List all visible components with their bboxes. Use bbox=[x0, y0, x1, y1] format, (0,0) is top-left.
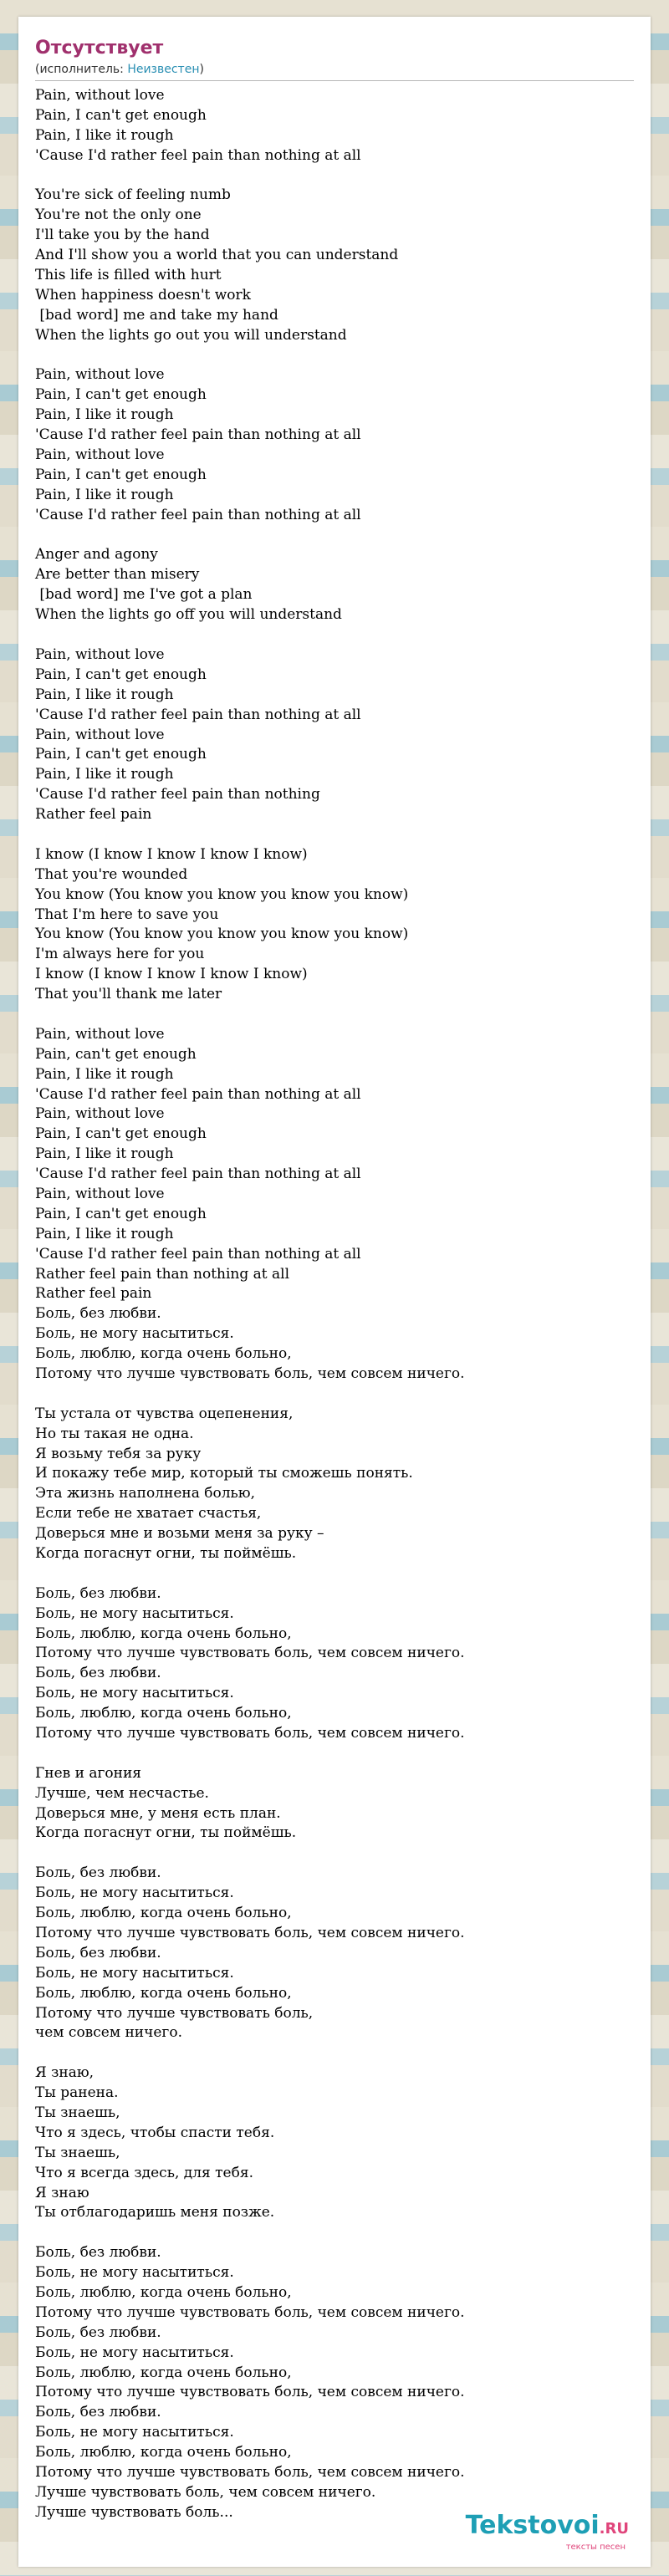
lyric-line: Pain, I like it rough bbox=[35, 126, 174, 144]
lyric-line: You know (You know you know you know you know) bbox=[35, 885, 409, 903]
lyric-line: Pain, without love bbox=[35, 726, 165, 743]
lyric-line: Ты ранена. bbox=[35, 2084, 119, 2102]
lyric-line: When the lights go out you will understand bbox=[35, 326, 347, 344]
lyrics-card bbox=[18, 17, 651, 2567]
lyric-line: Pain, I can't get enough bbox=[35, 1205, 207, 1222]
lyric-line: 'Cause I'd rather feel pain than nothing at all bbox=[35, 146, 361, 164]
lyric-line: Pain, without love bbox=[35, 366, 165, 384]
lyric-line: Когда погаснут огни, ты поймёшь. bbox=[35, 1545, 297, 1563]
lyric-line: Боль, люблю, когда очень больно, bbox=[35, 1905, 292, 1922]
lyric-line: Потому что лучше чувствовать боль, чем совсем ничего. bbox=[35, 1365, 465, 1382]
lyric-line: Pain, without love bbox=[35, 446, 165, 464]
lyric-line: 'Cause I'd rather feel pain than nothing bbox=[35, 786, 320, 803]
lyric-line: 'Cause I'd rather feel pain than nothing at all bbox=[35, 1085, 361, 1103]
lyric-line: You're sick of feeling numb bbox=[35, 186, 231, 204]
stanza-break bbox=[35, 1844, 634, 1864]
artist-suffix: ) bbox=[199, 63, 204, 76]
lyric-line: Pain, without love bbox=[35, 87, 165, 104]
stanza-break bbox=[35, 625, 634, 645]
lyric-line: чем совсем ничего. bbox=[35, 2024, 182, 2042]
lyric-line: I know (I know I know I know I know) bbox=[35, 845, 308, 863]
lyric-line: Pain, I like it rough bbox=[35, 1145, 174, 1163]
lyric-line: Боль, без любви. bbox=[35, 1665, 161, 1682]
lyric-line: Anger and agony bbox=[35, 546, 158, 564]
stanza-break bbox=[35, 346, 634, 366]
lyric-line: [bad word] me and take my hand bbox=[35, 306, 278, 324]
lyric-line: Что я здесь, чтобы спасти тебя. bbox=[35, 2124, 275, 2141]
artist-link[interactable]: Неизвестен bbox=[127, 63, 200, 76]
lyric-line: 'Cause I'd rather feel pain than nothing at all bbox=[35, 506, 361, 523]
lyric-line: И покажу тебе мир, который ты сможешь понять. bbox=[35, 1465, 413, 1482]
lyric-line: Ты знаешь, bbox=[35, 2144, 120, 2161]
lyric-line: Pain, I like it rough bbox=[35, 406, 174, 424]
lyric-line: Боль, люблю, когда очень больно, bbox=[35, 1625, 292, 1642]
lyric-line: Боль, без любви. bbox=[35, 2404, 161, 2421]
site-logo[interactable] bbox=[466, 2512, 629, 2552]
lyric-line: Но ты такая не одна. bbox=[35, 1425, 194, 1442]
lyric-line: Боль, без любви. bbox=[35, 2244, 161, 2262]
lyric-line: Pain, I like it rough bbox=[35, 686, 174, 703]
lyric-line: Pain, I can't get enough bbox=[35, 466, 207, 483]
lyric-line: Ты отблагодаришь меня позже. bbox=[35, 2204, 275, 2221]
lyric-line: Боль, люблю, когда очень больно, bbox=[35, 1345, 292, 1363]
lyric-line: Боль, не могу насытиться. bbox=[35, 1604, 234, 1622]
lyric-line: Я знаю, bbox=[35, 2064, 94, 2082]
lyric-line: [bad word] me I've got a plan bbox=[35, 586, 253, 604]
lyric-line: Pain, I can't get enough bbox=[35, 106, 207, 124]
lyric-line: Боль, без любви. bbox=[35, 2324, 161, 2341]
lyric-line: Боль, без любви. bbox=[35, 1305, 161, 1323]
lyric-line: Доверься мне, у меня есть план. bbox=[35, 1804, 281, 1822]
stanza-break bbox=[35, 1005, 634, 1025]
lyric-line: Pain, I can't get enough bbox=[35, 1125, 207, 1143]
lyric-line: Боль, люблю, когда очень больно, bbox=[35, 1705, 292, 1722]
lyric-line: 'Cause I'd rather feel pain than nothing at all bbox=[35, 1245, 361, 1262]
lyric-line: Pain, without love bbox=[35, 1025, 165, 1043]
lyric-line: Pain, without love bbox=[35, 645, 165, 663]
lyric-line: Боль, люблю, когда очень больно, bbox=[35, 2283, 292, 2301]
stanza-break bbox=[35, 2043, 634, 2063]
lyric-line: 'Cause I'd rather feel pain than nothing at all bbox=[35, 1166, 361, 1183]
logo-tld: .RU bbox=[599, 2520, 629, 2538]
lyric-line: Боль, не могу насытиться. bbox=[35, 2344, 234, 2361]
lyric-line: Боль, без любви. bbox=[35, 1864, 161, 1882]
lyric-line: Pain, I like it rough bbox=[35, 1225, 174, 1242]
stanza-break bbox=[35, 2223, 634, 2243]
lyric-line: Потому что лучше чувствовать боль, чем совсем ничего. bbox=[35, 2303, 465, 2321]
lyric-line: I'll take you by the hand bbox=[35, 227, 210, 244]
lyric-line: Боль, люблю, когда очень больно, bbox=[35, 2444, 292, 2461]
lyric-line: Потому что лучше чувствовать боль, чем совсем ничего. bbox=[35, 1725, 465, 1742]
lyric-line: Боль, без любви. bbox=[35, 1944, 161, 1961]
lyric-line: Лучше, чем несчастье. bbox=[35, 1784, 209, 1802]
song-title: Отсутствует bbox=[35, 38, 164, 59]
lyric-line: Pain, without love bbox=[35, 1185, 165, 1202]
lyric-line: Pain, I like it rough bbox=[35, 486, 174, 503]
lyric-line: Эта жизнь наполнена болью, bbox=[35, 1485, 256, 1502]
lyric-line: This life is filled with hurt bbox=[35, 267, 222, 284]
lyric-line: Я возьму тебя за руку bbox=[35, 1445, 202, 1462]
stanza-break bbox=[35, 1564, 634, 1584]
lyric-line: Pain, I can't get enough bbox=[35, 666, 207, 683]
lyric-line: You're not the only one bbox=[35, 207, 202, 224]
lyric-line: When happiness doesn't work bbox=[35, 286, 251, 304]
lyric-line: Что я всегда здесь, для тебя. bbox=[35, 2164, 253, 2181]
lyric-line: Боль, люблю, когда очень больно, bbox=[35, 1984, 292, 2002]
lyric-line: That you'll thank me later bbox=[35, 986, 222, 1003]
lyric-line: Pain, I can't get enough bbox=[35, 746, 207, 763]
lyric-line: Боль, не могу насытиться. bbox=[35, 2264, 234, 2282]
lyric-line: That I'm here to save you bbox=[35, 905, 219, 923]
lyric-line: Pain, I like it rough bbox=[35, 766, 174, 783]
lyric-line: Rather feel pain than nothing at all bbox=[35, 1265, 290, 1283]
stanza-break bbox=[35, 166, 634, 186]
lyric-line: Pain, I can't get enough bbox=[35, 386, 207, 404]
lyric-line: And I'll show you a world that you can understand bbox=[35, 247, 399, 264]
lyric-line: Лучше чувствовать боль... bbox=[35, 2503, 233, 2521]
stanza-break bbox=[35, 526, 634, 546]
lyric-line: That you're wounded bbox=[35, 865, 188, 883]
artist-line bbox=[35, 62, 634, 81]
lyric-line: Pain, I like it rough bbox=[35, 1065, 174, 1083]
lyric-line: 'Cause I'd rather feel pain than nothing at all bbox=[35, 426, 361, 444]
lyric-line: Боль, не могу насытиться. bbox=[35, 1885, 234, 1902]
lyric-line: Лучше чувствовать боль, чем совсем ничего. bbox=[35, 2483, 376, 2501]
lyric-line: 'Cause I'd rather feel pain than nothing at all bbox=[35, 706, 361, 723]
stanza-break bbox=[35, 825, 634, 845]
lyric-line: Rather feel pain bbox=[35, 1285, 152, 1303]
lyric-line: Боль, без любви. bbox=[35, 1584, 161, 1602]
lyric-line: Я знаю bbox=[35, 2184, 89, 2201]
lyric-line: Потому что лучше чувствовать боль, bbox=[35, 2004, 314, 2022]
lyric-line: Are better than misery bbox=[35, 566, 200, 584]
logo-wordmark: Tekstovoi bbox=[465, 2511, 600, 2540]
lyric-line: Когда погаснут огни, ты поймёшь. bbox=[35, 1824, 297, 1842]
lyric-line: Rather feel pain bbox=[35, 806, 152, 824]
lyric-line: Потому что лучше чувствовать боль, чем совсем ничего. bbox=[35, 1645, 465, 1662]
lyric-line: Доверься мне и возьми меня за руку – bbox=[35, 1525, 324, 1543]
stanza-break bbox=[35, 1744, 634, 1764]
lyric-line: Боль, не могу насытиться. bbox=[35, 1685, 234, 1702]
stanza-break bbox=[35, 1385, 634, 1405]
lyric-line: Pain, without love bbox=[35, 1105, 165, 1123]
lyric-line: Потому что лучше чувствовать боль, чем совсем ничего. bbox=[35, 2463, 465, 2481]
lyric-line: Боль, не могу насытиться. bbox=[35, 1325, 234, 1343]
lyric-line: You know (You know you know you know you know) bbox=[35, 926, 409, 943]
lyric-line: Потому что лучше чувствовать боль, чем совсем ничего. bbox=[35, 2384, 465, 2401]
artist-prefix: (исполнитель: bbox=[35, 63, 128, 76]
lyric-line: Боль, не могу насытиться. bbox=[35, 1964, 234, 1982]
lyric-line: I'm always here for you bbox=[35, 946, 205, 963]
lyrics-text bbox=[35, 86, 634, 2523]
lyric-line: Ты устала от чувства оцепенения, bbox=[35, 1405, 294, 1422]
lyric-line: I know (I know I know I know I know) bbox=[35, 966, 308, 983]
lyric-line: Боль, люблю, когда очень больно, bbox=[35, 2364, 292, 2381]
lyric-line: Pain, can't get enough bbox=[35, 1045, 197, 1063]
lyric-line: Боль, не могу насытиться. bbox=[35, 2424, 234, 2441]
lyric-line: Гнев и агония bbox=[35, 1764, 142, 1782]
lyric-line: Потому что лучше чувствовать боль, чем совсем ничего. bbox=[35, 1924, 465, 1941]
lyric-line: When the lights go off you will understand bbox=[35, 606, 342, 624]
lyric-line: Если тебе не хватает счастья, bbox=[35, 1505, 262, 1523]
lyric-line: Ты знаешь, bbox=[35, 2104, 120, 2121]
logo-tagline: тексты песен bbox=[565, 2543, 626, 2552]
